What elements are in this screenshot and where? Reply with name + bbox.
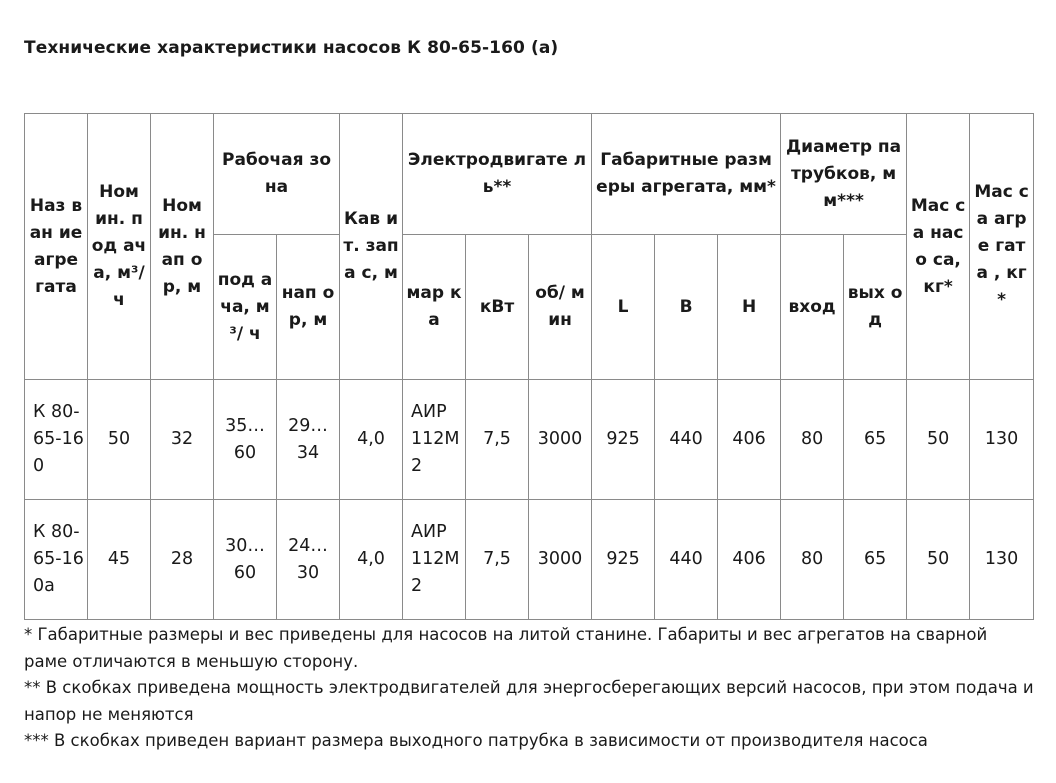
cell-wz-head: 24… 30 xyxy=(277,500,340,620)
cell-wz-flow: 35… 60 xyxy=(214,380,277,500)
header-motor-kw: кВт xyxy=(466,235,529,380)
table-row xyxy=(25,500,1034,620)
cell-wz-flow: 30… 60 xyxy=(214,500,277,620)
table-row xyxy=(25,380,1034,500)
cell-rpm: 3000 xyxy=(529,380,592,500)
cell-out: 65 xyxy=(844,380,907,500)
cell-name: К 80-65-160а xyxy=(25,500,88,620)
cell-pump-mass: 50 xyxy=(907,500,970,620)
cell-b: 440 xyxy=(655,380,718,500)
cell-head: 32 xyxy=(151,380,214,500)
cell-b: 440 xyxy=(655,500,718,620)
cell-brand: АИР 112М 2 xyxy=(403,380,466,500)
header-unit-mass: Мас са агре гата , кг* xyxy=(970,114,1034,380)
cell-h: 406 xyxy=(718,380,781,500)
cell-in: 80 xyxy=(781,380,844,500)
header-nozzle-in: вход xyxy=(781,235,844,380)
cell-cavitation: 4,0 xyxy=(340,380,403,500)
footnote-motor-power: ** В скобках приведена мощность электродвигателей для энергосберегающих версий насосов, при этом подача и напор не меняются xyxy=(24,678,1034,724)
cell-l: 925 xyxy=(592,500,655,620)
footnote-dimensions: * Габаритные размеры и вес приведены для насосов на литой станине. Габариты и вес агрегатов на сварной раме отличаются в меньшую сторону. xyxy=(24,625,988,671)
cell-rpm: 3000 xyxy=(529,500,592,620)
header-motor: Электродвигате ль** xyxy=(403,114,592,235)
cell-in: 80 xyxy=(781,500,844,620)
header-dim-b: B xyxy=(655,235,718,380)
header-head: Ном ин. нап ор, м xyxy=(151,114,214,380)
cell-h: 406 xyxy=(718,500,781,620)
cell-kw: 7,5 xyxy=(466,380,529,500)
footnote-nozzle: *** В скобках приведен вариант размера выходного патрубка в зависимости от производителя насоса xyxy=(24,731,928,750)
cell-unit-mass: 130 xyxy=(970,380,1034,500)
header-work-zone: Рабочая зона xyxy=(214,114,340,235)
cell-pump-mass: 50 xyxy=(907,380,970,500)
cell-head: 28 xyxy=(151,500,214,620)
cell-cavitation: 4,0 xyxy=(340,500,403,620)
spec-table xyxy=(24,113,1034,620)
header-dim-l: L xyxy=(592,235,655,380)
header-row-top xyxy=(25,114,1034,235)
cell-l: 925 xyxy=(592,380,655,500)
page-title: Технические характеристики насосов К 80-65-160 (а) xyxy=(24,38,559,58)
header-motor-rpm: об/ мин xyxy=(529,235,592,380)
header-motor-brand: мар ка xyxy=(403,235,466,380)
header-dim-h: H xyxy=(718,235,781,380)
cell-flow: 45 xyxy=(88,500,151,620)
cell-out: 65 xyxy=(844,500,907,620)
header-wz-flow: под ача, м³/ ч xyxy=(214,235,277,380)
cell-name: К 80-65-160 xyxy=(25,380,88,500)
header-dims: Габаритные размеры агрегата, мм* xyxy=(592,114,781,235)
cell-flow: 50 xyxy=(88,380,151,500)
header-nozzle-out: вых од xyxy=(844,235,907,380)
header-pump-mass: Мас са насо са, кг* xyxy=(907,114,970,380)
footnotes xyxy=(24,622,1034,755)
cell-brand: АИР 112М 2 xyxy=(403,500,466,620)
header-name: Наз ван ие агре гата xyxy=(25,114,88,380)
header-cavitation: Кав ит. запа с, м xyxy=(340,114,403,380)
header-wz-head: нап ор, м xyxy=(277,235,340,380)
header-nozzle: Диаметр патрубков, мм*** xyxy=(781,114,907,235)
cell-unit-mass: 130 xyxy=(970,500,1034,620)
header-flow: Ном ин. под ача, м³/ ч xyxy=(88,114,151,380)
cell-kw: 7,5 xyxy=(466,500,529,620)
cell-wz-head: 29… 34 xyxy=(277,380,340,500)
